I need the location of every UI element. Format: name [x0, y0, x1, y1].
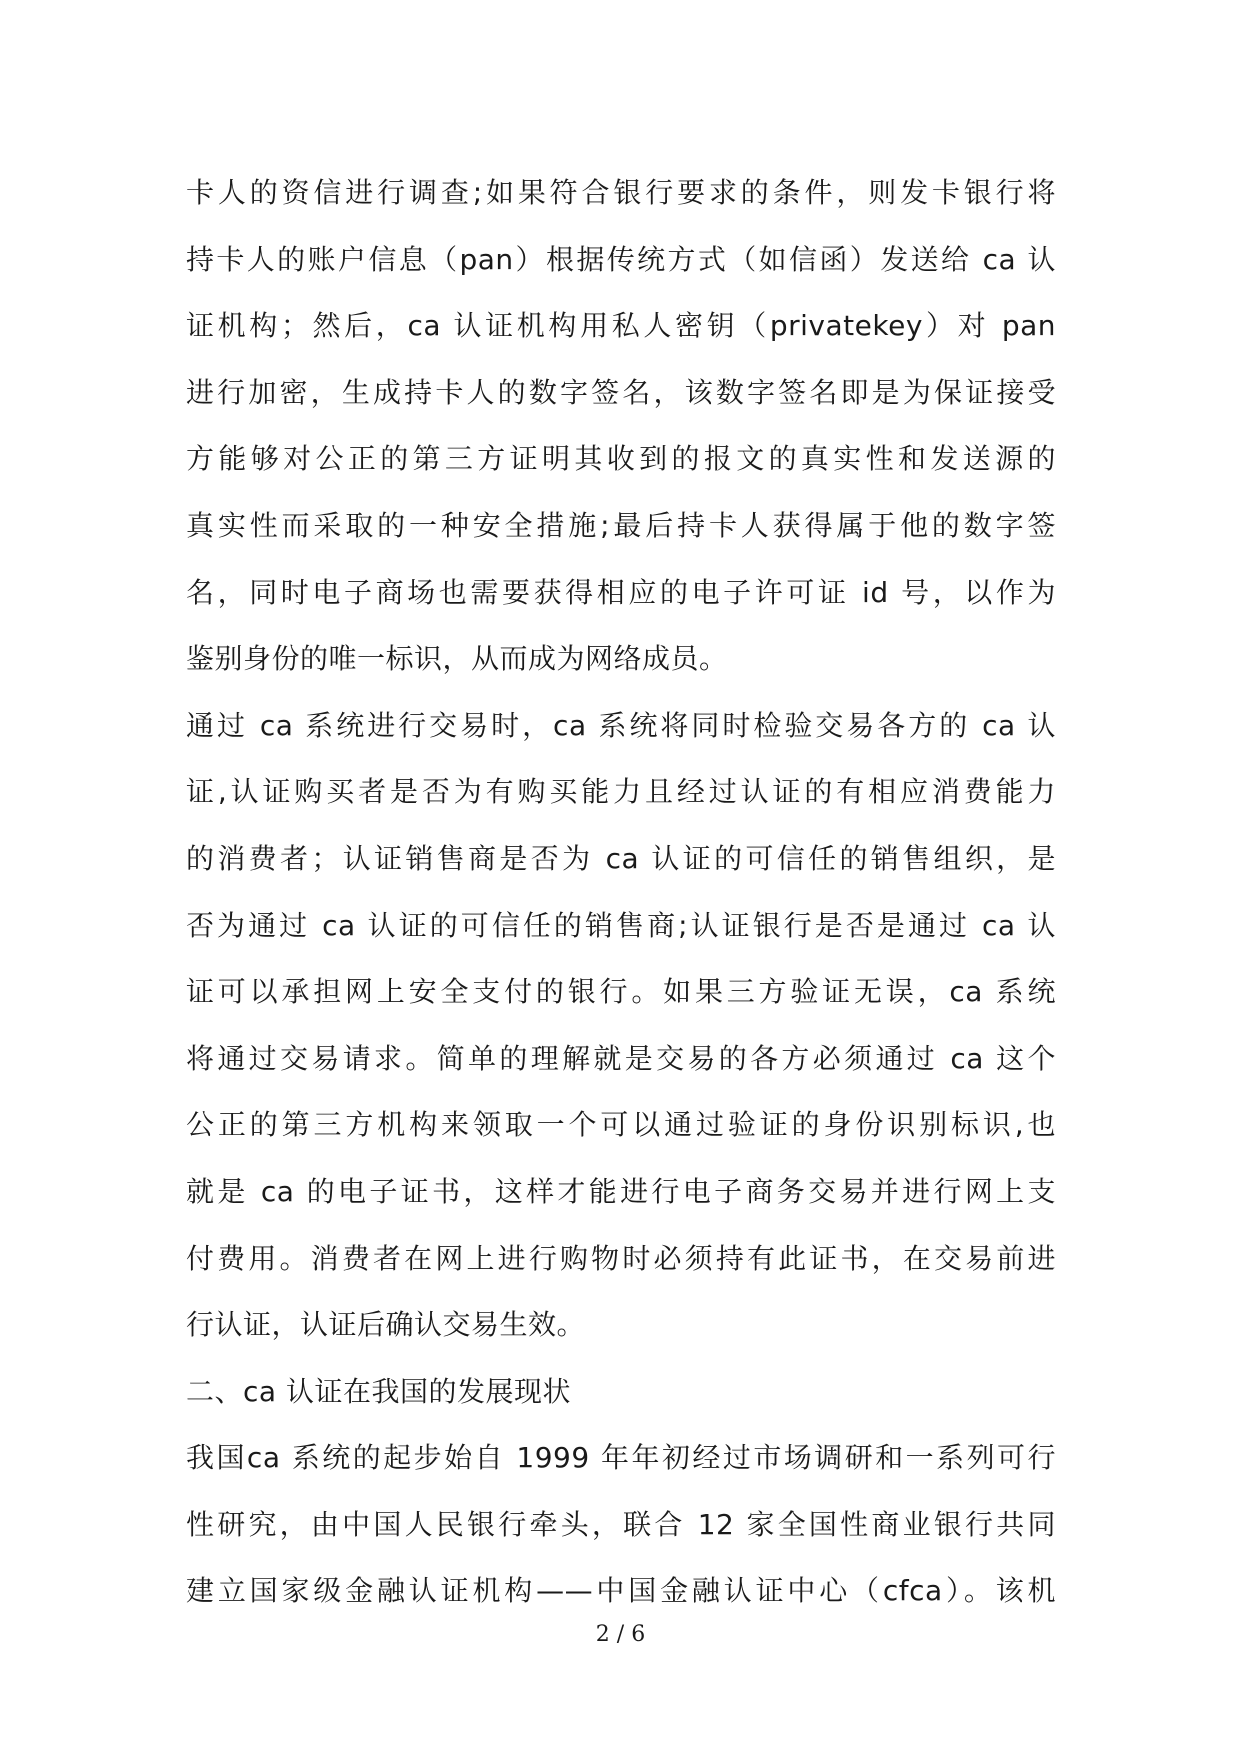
text-line: 二、ca 认证在我国的发展现状: [186, 1374, 571, 1408]
text-line: 将通过交易请求。简单的理解就是交易的各方必须通过 ca 这个: [186, 1041, 1056, 1075]
document-body: [186, 160, 1056, 1625]
text-line: 性研究，由中国人民银行牵头，联合 12 家全国性商业银行共同: [186, 1507, 1056, 1541]
text-line: 公正的第三方机构来领取一个可以通过验证的身份识别标识,也: [186, 1108, 1056, 1142]
text-line: 卡人的资信进行调查;如果符合银行要求的条件，则发卡银行将: [186, 176, 1056, 209]
text-line: 持卡人的账户信息（pan）根据传统方式（如信函）发送给 ca 认: [186, 242, 1056, 276]
text-line: 通过 ca 系统进行交易时，ca 系统将同时检验交易各方的 ca 认: [186, 708, 1056, 742]
text-line: 的消费者；认证销售商是否为 ca 认证的可信任的销售组织，是: [186, 841, 1056, 875]
text-line: 证可以承担网上安全支付的银行。如果三方验证无误，ca 系统: [186, 975, 1056, 1009]
text-line: 付费用。消费者在网上进行购物时必须持有此证书，在交易前进: [186, 1241, 1056, 1275]
text-line: 建立国家级金融认证机构——中国金融认证中心（cfca）。该机: [186, 1574, 1056, 1608]
text-line: 证机构；然后，ca 认证机构用私人密钥（privatekey）对 pan: [186, 309, 1056, 343]
text-line: 真实性而采取的一种安全措施;最后持卡人获得属于他的数字签: [186, 508, 1056, 542]
text-line: 进行加密，生成持卡人的数字签名，该数字签名即是为保证接受: [186, 375, 1056, 409]
text-line: 就是 ca 的电子证书，这样才能进行电子商务交易并进行网上支: [186, 1174, 1056, 1208]
page-number: 2 / 6: [595, 1622, 646, 1647]
text-line: 否为通过 ca 认证的可信任的销售商;认证银行是否是通过 ca 认: [186, 908, 1056, 942]
text-line: 方能够对公正的第三方证明其收到的报文的真实性和发送源的: [186, 442, 1056, 476]
text-line: 名，同时电子商场也需要获得相应的电子许可证 id 号，以作为: [186, 575, 1056, 609]
text-line: 我国ca 系统的起步始自 1999 年年初经过市场调研和一系列可行: [186, 1441, 1056, 1475]
text-line: 行认证，认证后确认交易生效。: [186, 1308, 586, 1342]
text-line: 鉴别身份的唯一标识，从而成为网络成员。: [186, 642, 728, 676]
text-line: 证,认证购买者是否为有购买能力且经过认证的有相应消费能力: [186, 775, 1056, 809]
